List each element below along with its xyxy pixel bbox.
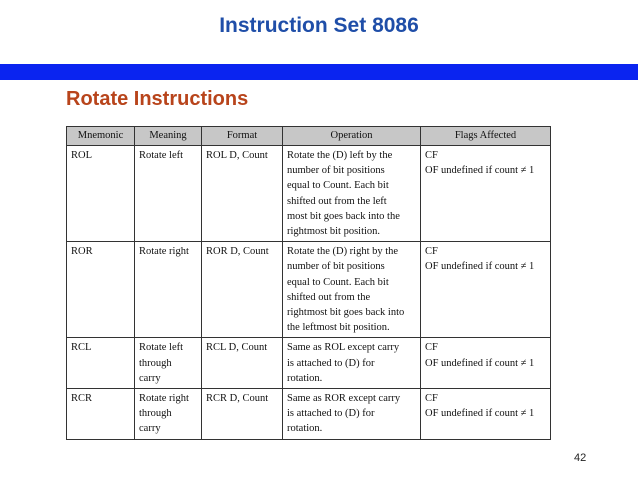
meaning-line: Rotate left (139, 150, 184, 161)
slide-title: Instruction Set 8086 (219, 14, 419, 37)
header-format: Format (202, 127, 283, 146)
meaning-line: carry (139, 423, 161, 435)
meaning-line: Rotate left (139, 342, 184, 354)
format-cell (202, 146, 283, 242)
flags-line: OF undefined if count ≠ 1 (425, 408, 535, 420)
operation-line: equal to Count. Each bit (287, 276, 389, 288)
table-row (67, 389, 551, 440)
page-number: 42 (574, 452, 587, 464)
operation-line: number of bit positions (287, 165, 385, 177)
format-text: RCR D, Count (206, 393, 269, 405)
operation-cell (283, 338, 421, 389)
mnemonic-cell (67, 242, 135, 338)
mnemonic-cell (67, 338, 135, 389)
flags-line: OF undefined if count ≠ 1 (425, 357, 535, 369)
operation-line: equal to Count. Each bit (287, 180, 389, 192)
flags-line: CF (425, 150, 438, 161)
table-row (67, 338, 551, 389)
flags-line: CF (425, 342, 438, 354)
header-meaning: Meaning (135, 127, 202, 146)
meaning-cell (135, 146, 202, 242)
table-row (67, 146, 551, 242)
format-cell (202, 338, 283, 389)
table-header-row (67, 127, 551, 146)
format-text: ROR D, Count (206, 246, 269, 258)
flags-cell (421, 389, 551, 440)
flags-cell (421, 146, 551, 242)
meaning-line: through (139, 357, 172, 369)
format-text: RCL D, Count (206, 342, 268, 354)
flags-cell (421, 338, 551, 389)
operation-line: most bit goes back into the (287, 210, 400, 222)
flags-line: CF (425, 393, 438, 405)
section-heading: Rotate Instructions (66, 88, 249, 110)
format-text: ROL D, Count (206, 150, 268, 161)
flags-cell (421, 242, 551, 338)
title-divider-bar (0, 64, 638, 80)
mnemonic-cell (67, 146, 135, 242)
operation-line: shifted out from the (287, 291, 371, 303)
flags-line: OF undefined if count ≠ 1 (425, 165, 535, 177)
rotate-instructions-table (66, 126, 551, 440)
header-mnemonic: Mnemonic (67, 127, 135, 146)
meaning-cell (135, 242, 202, 338)
meaning-cell (135, 338, 202, 389)
mnemonic-text: RCL (71, 342, 92, 354)
operation-cell (283, 389, 421, 440)
operation-line: is attached to (D) for (287, 357, 375, 369)
operation-line: rightmost bit goes back into (287, 307, 405, 319)
operation-line: rightmost bit position. (287, 226, 381, 238)
mnemonic-text: ROL (71, 150, 92, 161)
header-flags-affected: Flags Affected (421, 127, 551, 146)
mnemonic-text: RCR (71, 393, 93, 405)
format-cell (202, 242, 283, 338)
operation-line: Rotate the (D) left by the (287, 150, 393, 161)
meaning-cell (135, 389, 202, 440)
operation-cell (283, 242, 421, 338)
operation-cell (283, 146, 421, 242)
operation-line: rotation. (287, 423, 323, 435)
operation-line: shifted out from the left (287, 195, 387, 207)
format-cell (202, 389, 283, 440)
meaning-line: Rotate right (139, 246, 189, 258)
operation-line: rotation. (287, 372, 323, 384)
flags-line: CF (425, 246, 438, 258)
operation-line: the leftmost bit position. (287, 322, 390, 334)
meaning-line: Rotate right (139, 393, 189, 405)
mnemonic-cell (67, 389, 135, 440)
flags-line: OF undefined if count ≠ 1 (425, 261, 535, 273)
mnemonic-text: ROR (71, 246, 93, 258)
operation-line: is attached to (D) for (287, 408, 375, 420)
table-row (67, 242, 551, 338)
operation-line: number of bit positions (287, 261, 385, 273)
meaning-line: carry (139, 372, 161, 384)
meaning-line: through (139, 408, 172, 420)
operation-line: Same as ROR except carry (287, 393, 401, 405)
operation-line: Rotate the (D) right by the (287, 246, 399, 258)
header-operation: Operation (283, 127, 421, 146)
operation-line: Same as ROL except carry (287, 342, 400, 354)
